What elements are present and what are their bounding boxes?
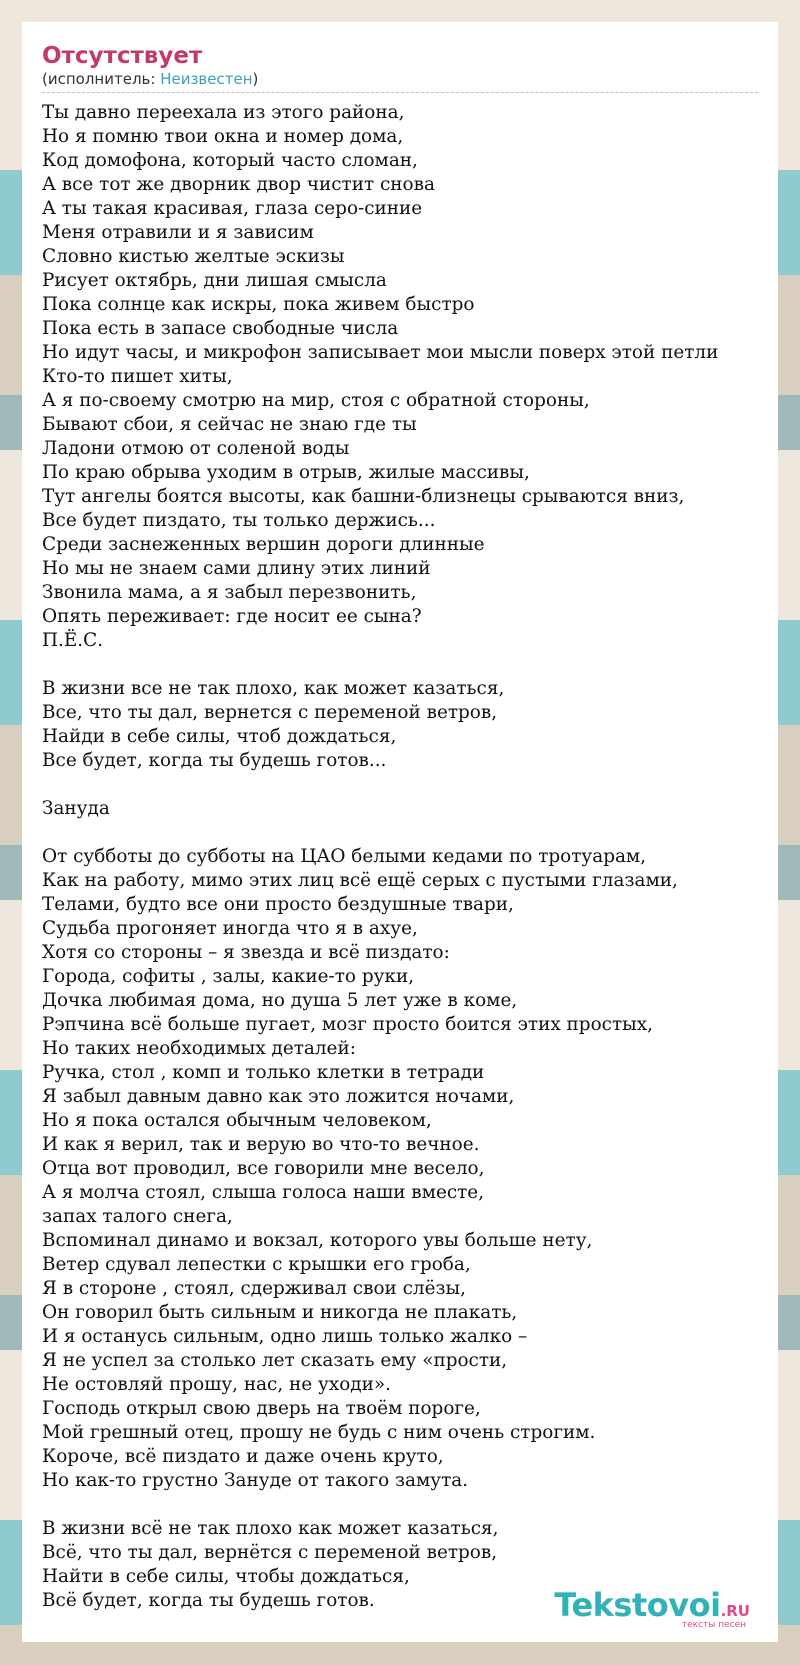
lyric-line: Отца вот проводил, все говорили мне весело, [42,1158,485,1179]
lyrics-stanza [42,797,758,821]
lyric-line: Как на работу, мимо этих лиц всё ещё серых с пустыми глазами, [42,870,678,891]
lyric-line: А я молча стоял, слыша голоса наши вместе, [42,1182,485,1203]
lyric-line: Я забыл давным давно как это ложится ночами, [42,1086,515,1107]
lyric-line: Все будет пиздато, ты только держись... [42,510,436,531]
lyric-line: Пока солнце как искры, пока живем быстро [42,294,475,315]
lyrics-stanza [42,845,758,1493]
lyric-line: Кто-то пишет хиты, [42,366,233,387]
lyric-line: Пока есть в запасе свободные числа [42,318,399,339]
lyric-line: Телами, будто все они просто бездушные твари, [42,894,514,915]
artist-prefix: (исполнитель: [42,70,161,88]
artist-suffix: ) [252,70,259,88]
logo-name: Tekstovoi [554,1586,721,1624]
lyric-line: Но таких необходимых деталей: [42,1038,356,1059]
lyric-line: Меня отравили и я зависим [42,222,314,243]
lyric-line: Но идут часы, и микрофон записывает мои мысли поверх этой петли [42,342,719,363]
lyric-line: Все будет, когда ты будешь готов... [42,750,387,771]
lyric-line: Не остовляй прошу, нас, не уходи». [42,1374,391,1395]
lyric-line: А ты такая красивая, глаза серо-синие [42,198,423,219]
lyric-line: П.Ё.С. [42,630,104,651]
lyric-line: Ветер сдувал лепестки с крышки его гроба, [42,1254,471,1275]
lyric-line: Он говорил быть сильным и никогда не плакать, [42,1302,518,1323]
lyric-line: Господь открыл свою дверь на твоём пороге, [42,1398,481,1419]
lyric-line: Опять переживает: где носит ее сына? [42,606,422,627]
lyric-line: Словно кистью желтые эскизы [42,246,345,267]
lyrics-stanza [42,677,758,773]
lyric-line: Код домофона, который часто сломан, [42,150,418,171]
lyric-line: Но как-то грустно Зануде от такого замута. [42,1470,469,1491]
lyric-line: Зануда [42,798,110,819]
lyric-line: Дочка любимая дома, но душа 5 лет уже в коме, [42,990,518,1011]
lyrics-card [22,22,778,1642]
lyric-line: По краю обрыва уходим в отрыв, жилые массивы, [42,462,530,483]
lyric-line: Все, что ты дал, вернется с переменой ветров, [42,702,498,723]
lyric-line: Я не успел за столько лет сказать ему «прости, [42,1350,508,1371]
lyric-line: Найди в себе силы, чтоб дождаться, [42,726,397,747]
lyric-line: От субботы до субботы на ЦАО белыми кедами по тротуарам, [42,846,647,867]
artist-line [42,70,758,93]
lyric-line: Ручка, стол , комп и только клетки в тетради [42,1062,485,1083]
lyric-line: Рэпчина всё больше пугает, мозг просто боится этих простых, [42,1014,653,1035]
artist-link[interactable]: Неизвестен [160,70,253,88]
lyric-line: Но мы не знаем сами длину этих линий [42,558,431,579]
lyrics-body [42,101,758,1613]
lyric-line: Бывают сбои, я сейчас не знаю где ты [42,414,417,435]
lyric-line: Мой грешный отец, прошу не будь с ним очень строгим. [42,1422,596,1443]
lyric-line: А все тот же дворник двор чистит снова [42,174,435,195]
lyric-line: Но я помню твои окна и номер дома, [42,126,404,147]
lyric-line: Ты давно переехала из этого района, [42,102,405,123]
site-logo[interactable] [554,1586,750,1630]
lyric-line: Найти в себе силы, чтобы дождаться, [42,1566,410,1587]
lyric-line: Города, софиты , залы, какие-то руки, [42,966,415,987]
lyric-line: И я останусь сильным, одно лишь только жалко – [42,1326,528,1347]
lyric-line: Тут ангелы боятся высоты, как башни-близнецы срываются вниз, [42,486,685,507]
lyric-line: Звонила мама, а я забыл перезвонить, [42,582,417,603]
logo-tld: .RU [720,1602,750,1620]
lyric-line: запах талого снега, [42,1206,233,1227]
lyric-line: В жизни всё не так плохо как может казаться, [42,1518,499,1539]
lyric-line: Рисует октябрь, дни лишая смысла [42,270,387,291]
lyric-line: В жизни все не так плохо, как может казаться, [42,678,505,699]
lyric-line: Вспоминал динамо и вокзал, которого увы больше нету, [42,1230,593,1251]
lyric-line: Всё будет, когда ты будешь готов. [42,1590,375,1611]
lyric-line: Хотя со стороны – я звезда и всё пиздато: [42,942,450,963]
lyrics-stanza [42,101,758,653]
lyric-line: А я по-своему смотрю на мир, стоя с обратной стороны, [42,390,590,411]
lyric-line: Ладони отмою от соленой воды [42,438,350,459]
lyric-line: Среди заснеженных вершин дороги длинные [42,534,485,555]
song-title: Отсутствует [42,43,203,69]
lyric-line: Короче, всё пиздато и даже очень круто, [42,1446,444,1467]
lyric-line: Всё, что ты дал, вернётся с переменой ветров, [42,1542,498,1563]
lyric-line: Я в стороне , стоял, сдерживал свои слёзы, [42,1278,466,1299]
logo-tagline: тексты песен [681,1620,746,1630]
lyric-line: И как я верил, так и верую во что-то вечное. [42,1134,480,1155]
lyric-line: Судьба прогоняет иногда что я в ахуе, [42,918,418,939]
lyric-line: Но я пока остался обычным человеком, [42,1110,432,1131]
